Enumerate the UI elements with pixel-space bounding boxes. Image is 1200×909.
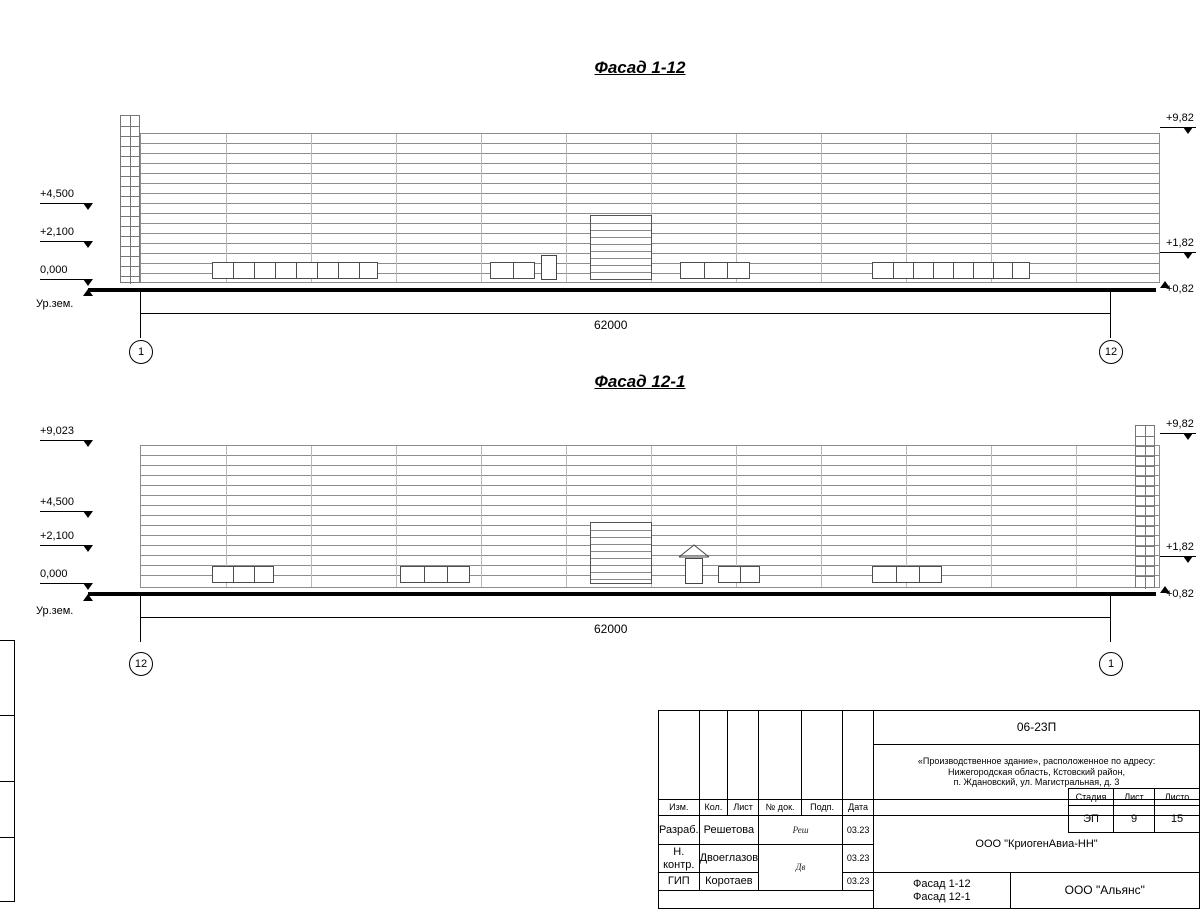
facade1-dimension-value: 62000 bbox=[594, 318, 628, 332]
facade2-level-2100: +2,100 bbox=[40, 530, 74, 542]
facade2-level-4500: +4,500 bbox=[40, 496, 74, 508]
stamp-object-line1: «Производственное здание», расположенное по адресу: bbox=[917, 756, 1156, 767]
stamp-col-data: Дата bbox=[843, 800, 874, 816]
facade1-window-strip-2 bbox=[490, 262, 535, 279]
facade2-entrance-door bbox=[685, 558, 703, 584]
facade2-window-strip-1 bbox=[212, 566, 274, 583]
stamp-col-ndok: № док. bbox=[759, 800, 802, 816]
facade2-level-0000: 0,000 bbox=[40, 568, 68, 580]
facade2-ground-line bbox=[88, 592, 1156, 596]
facade1-ground-line bbox=[88, 288, 1156, 292]
facade2-level-9023: +9,023 bbox=[40, 425, 74, 437]
stamp-col-podp: Подп. bbox=[802, 800, 843, 816]
facade2-title: Фасад 12-1 bbox=[594, 372, 686, 391]
facade2-right-level-082: +0,82 bbox=[1166, 588, 1194, 600]
facade2-window-strip-4 bbox=[872, 566, 942, 583]
facade1-right-level-082: +0,82 bbox=[1166, 283, 1194, 295]
facade1-right-level-982: +9,82 bbox=[1166, 112, 1194, 124]
facade2-dimension-value: 62000 bbox=[594, 622, 628, 636]
facade2-window-strip-2 bbox=[400, 566, 470, 583]
stamp-sheet-title-line2: Фасад 12-1 bbox=[913, 890, 971, 903]
stamp-organization: ООО "Альянс" bbox=[1010, 873, 1199, 909]
stamp-sheet-title-line1: Фасад 1-12 bbox=[913, 877, 971, 890]
stamp-code: 06-23П bbox=[874, 711, 1200, 745]
facade1-window-strip-4 bbox=[872, 262, 1030, 279]
facade1-ladder bbox=[120, 115, 140, 283]
facade2-dimension-line bbox=[140, 617, 1110, 618]
facade1-level-4500: +4,500 bbox=[40, 188, 74, 200]
facade2-axis-1: 1 bbox=[1099, 652, 1123, 676]
facade1-window-strip-3 bbox=[680, 262, 750, 279]
facade1-axis-line-right bbox=[1110, 288, 1111, 338]
facade2-entrance-canopy-icon bbox=[678, 544, 710, 558]
stamp-stage-value: ЭП bbox=[1069, 806, 1114, 833]
facade1-axis-1: 1 bbox=[129, 340, 153, 364]
stamp-stage-header: Стадия bbox=[1069, 789, 1114, 806]
facade2-window-strip-3 bbox=[718, 566, 760, 583]
stamp-date-3: 03.23 bbox=[843, 873, 874, 891]
stamp-sheet-value: 9 bbox=[1114, 806, 1155, 833]
facade2-right-level-982: +9,82 bbox=[1166, 418, 1194, 430]
facade1-gate bbox=[590, 215, 652, 280]
facade2-ladder bbox=[1135, 425, 1155, 588]
stamp-role-3: ГИП bbox=[659, 873, 700, 891]
facade2-right-level-182: +1,82 bbox=[1166, 541, 1194, 553]
stamp-object-line2: Нижегородская область, Кстовский район, bbox=[948, 766, 1126, 777]
facade1-level-0000: 0,000 bbox=[40, 264, 68, 276]
facade1-window-strip-1 bbox=[212, 262, 378, 279]
stamp-date-1: 03.23 bbox=[843, 816, 874, 845]
stamp-name-1: Решетова bbox=[699, 816, 758, 845]
stamp-col-kol: Кол. bbox=[699, 800, 728, 816]
stamp-role-2: Н. контр. bbox=[659, 845, 700, 873]
facade2-axis-line-right bbox=[1110, 592, 1111, 642]
facade1-axis-12: 12 bbox=[1099, 340, 1123, 364]
sheet-frame-left bbox=[0, 640, 15, 902]
stamp-sheet-header: Лист bbox=[1114, 789, 1155, 806]
stamp-name-3: Коротаев bbox=[699, 873, 758, 891]
stamp-name-2: Двоеглазов bbox=[699, 845, 758, 873]
stamp-sheets-header: Листо bbox=[1155, 789, 1200, 806]
facade1-title: Фасад 1-12 bbox=[594, 58, 686, 77]
facade1-dimension-line bbox=[140, 313, 1110, 314]
stamp-stage-table bbox=[1068, 788, 1200, 833]
stamp-role-1: Разраб. bbox=[659, 816, 700, 845]
stamp-sheets-value: 15 bbox=[1155, 806, 1200, 833]
stamp-customer: ООО "КриогенАвиа-НН" bbox=[874, 816, 1200, 873]
stamp-date-2: 03.23 bbox=[843, 845, 874, 873]
facade1-level-2100: +2,100 bbox=[40, 226, 74, 238]
facade2-level-ground: Ур.зем. bbox=[36, 605, 74, 617]
stamp-sheet-title bbox=[874, 873, 1010, 909]
facade2-axis-12: 12 bbox=[129, 652, 153, 676]
facade1-level-ground: Ур.зем. bbox=[36, 298, 74, 310]
facade1-door bbox=[541, 255, 557, 280]
stamp-object-line3: п. Ждановский, ул. Магистральная, д. 3 bbox=[953, 777, 1120, 788]
stamp-col-izm: Изм. bbox=[659, 800, 700, 816]
facade2-gate bbox=[590, 522, 652, 584]
stamp-sign-2: Дв bbox=[759, 845, 843, 891]
facade1-right-level-182: +1,82 bbox=[1166, 237, 1194, 249]
stamp-col-list: Лист bbox=[728, 800, 759, 816]
stamp-sign-1: Реш bbox=[759, 816, 843, 845]
